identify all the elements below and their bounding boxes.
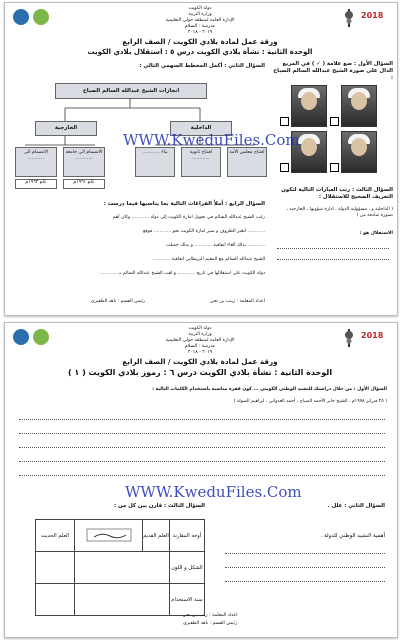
- unit-lesson-line: الوحدة الثانية : نشأة بلادي الكويت درس ٥ : استقلال بلادي الكويت: [87, 48, 313, 56]
- answer-line: [19, 461, 385, 462]
- worksheet-title: ورقة عمل لمادة بلادي الكويت / الصف الرابع: [122, 357, 278, 366]
- fill-blank-item: الشيخ عبدالله السالم مع المقيم البريطاني اتفاقية ............: [152, 257, 265, 262]
- answer-line: [277, 248, 389, 249]
- chart-external-box: الخارجية: [35, 121, 97, 136]
- chart-leaf-box: بناء ............: [135, 147, 175, 177]
- question-1-text: السؤال الأول : من خلال دراستك للنشيد الوطني الكويتي ... كون فقرة مناسبة باستخدام الكلمات التالية :: [152, 387, 387, 392]
- answer-line: [19, 419, 385, 420]
- table-header-old: العلم القديم: [143, 520, 170, 552]
- question-1-words: ( ٢٥ فبراير ١٩٧٨م ، الشيخ جابر الأحمد الصباح ، أحمد العدواني ، ابراهيم الصولة ): [233, 399, 387, 404]
- header-line: مدرسة : السلام: [184, 344, 216, 349]
- answer-line: [225, 581, 385, 582]
- answer-line: [19, 433, 385, 434]
- fill-blank-item: رغب الشيخ عبدالله السالم في تحويل امارة الكويت إلى دولة ............ وكان أهم: [112, 215, 265, 220]
- footer-head: رئيس القسم : ناهد الظفيري: [182, 621, 238, 626]
- fill-blank-item: ............ لتغير الظروف و سير امارة الكويت نحو ............ فوقع: [142, 229, 265, 234]
- header-block: [145, 326, 255, 356]
- unit-lesson-line: الوحدة الثانية : نشأة بلادي الكويت درس ٦ : رموز بلادي الكويت ( ١ ): [67, 368, 333, 377]
- answer-line: [225, 567, 385, 568]
- question-3-words: ( الداخلية و ، مسؤولية الدولة ، ادارة شؤونها ، الخارجية ، بصورة صادقة من ): [286, 207, 393, 218]
- ministry-logo: [13, 329, 29, 345]
- header-line: دولة الكويت: [188, 6, 212, 11]
- answer-checkbox[interactable]: [280, 117, 289, 126]
- table-header-modern: العلم الحديث: [36, 520, 75, 552]
- chart-top-box: انجازات الشيخ عبدالله السالم الصباح: [55, 83, 207, 99]
- worksheet-page-2: [4, 322, 398, 638]
- question-3-text: السؤال الثالث : رتب العبارات التالية لتكون التعريف الصحيح للاستقلال :: [281, 187, 393, 200]
- footer-teacher: اعداد المعلمة : زينب بن نجي: [182, 613, 238, 618]
- kuwait-tower-logo: [341, 7, 357, 29]
- answer-checkbox[interactable]: [330, 163, 339, 172]
- table-row-label: سنة الاستخدام: [170, 584, 205, 616]
- worksheet-page-1: [4, 2, 398, 316]
- header-line: مدرسة : السلام: [184, 24, 216, 29]
- answer-line: [277, 259, 389, 260]
- answer-line: [19, 475, 385, 476]
- year-badge: 2018: [361, 331, 384, 340]
- table-cell[interactable]: [36, 552, 75, 584]
- header-line: الإدارة العامة لمنطقة حولي التعليمية: [165, 18, 235, 23]
- header-line: وزارة التربية: [188, 12, 212, 17]
- question-3-text: السؤال الثالث : قارن بين كل من :: [113, 503, 205, 509]
- header-line: ٢٠١٩ - ٢٠١٨: [187, 350, 213, 355]
- portrait-photo: [341, 85, 377, 127]
- answer-line: [19, 447, 385, 448]
- chart-leaf-box: افتتاح ثانوية ............: [181, 147, 221, 177]
- question-2-text: السؤال الثاني : علل .: [327, 503, 385, 509]
- table-header-aspect: أوجه المقارنة: [170, 520, 205, 552]
- chart-year-box: عام ١٩٦١م: [63, 179, 105, 189]
- header-line: ٢٠١٩ - ٢٠١٨: [187, 30, 213, 35]
- question-3-answer-label: الاستقلال هو :: [359, 231, 393, 236]
- footer-head: رئيس القسم : ناهد الظفيري: [90, 299, 145, 304]
- table-cell[interactable]: [36, 584, 75, 616]
- footer-teacher: اعداد المعلمة : زينب بن نجي: [209, 299, 265, 304]
- answer-checkbox[interactable]: [280, 163, 289, 172]
- chart-leaf-box: افتتاح مجلس الأمة: [227, 147, 267, 177]
- portrait-photo: [291, 85, 327, 127]
- question-4-text: السؤال الرابع : أملأ الفراغات التالية بما يناسبها فيما درست :: [103, 201, 265, 207]
- header-line: وزارة التربية: [188, 332, 212, 337]
- table-cell[interactable]: [75, 552, 170, 584]
- chart-leaf-box: الانضمام الى جامعة ............: [63, 147, 105, 177]
- question-2-text: السؤال الثاني : أكمل المخطط السهمي التالي :: [139, 63, 265, 69]
- portrait-photo: [341, 131, 377, 173]
- kuwait-tower-logo: [341, 327, 357, 349]
- fill-blank-item: دولة الكويت على استقلالها في تاريخ ............ و لقب الشيخ عبدالله السالم بـ ............: [99, 271, 265, 276]
- school-logo: [33, 329, 49, 345]
- flag-icon: [86, 528, 132, 542]
- chart-internal-box: الداخلية: [170, 121, 232, 136]
- table-cell[interactable]: [75, 584, 170, 616]
- table-row-label: الشكل و اللون: [170, 552, 205, 584]
- header-line: دولة الكويت: [188, 326, 212, 331]
- chart-year-box: عام ١٩٦٣م: [15, 179, 57, 189]
- watermark-text: WWW.KweduFiles.Com: [125, 483, 302, 501]
- question-1-text: السؤال الأول : ضع علامة ( ✓ ) في المربع الدال على صورة الشيخ عبدالله السالم الصباح :: [273, 61, 393, 81]
- watermark-text: WWW.KweduFiles.Com: [123, 131, 300, 149]
- chart-leaf-box: الانضمام الى ............: [15, 147, 57, 177]
- header-line: الإدارة العامة لمنطقة حولي التعليمية: [165, 338, 235, 343]
- worksheet-title: ورقة عمل لمادة بلادي الكويت / الصف الرابع: [122, 37, 278, 46]
- flag-image-cell: [75, 520, 143, 552]
- answer-line: [225, 553, 385, 554]
- answer-checkbox[interactable]: [330, 117, 339, 126]
- year-badge: 2018: [361, 11, 384, 20]
- comparison-table: [35, 519, 205, 616]
- fill-blank-item: ............ بدلك الغاء اتفاقية ............ و بدلك حصلت: [165, 243, 265, 248]
- question-2-item: أهمية النشيد الوطني للدولة .: [320, 533, 385, 539]
